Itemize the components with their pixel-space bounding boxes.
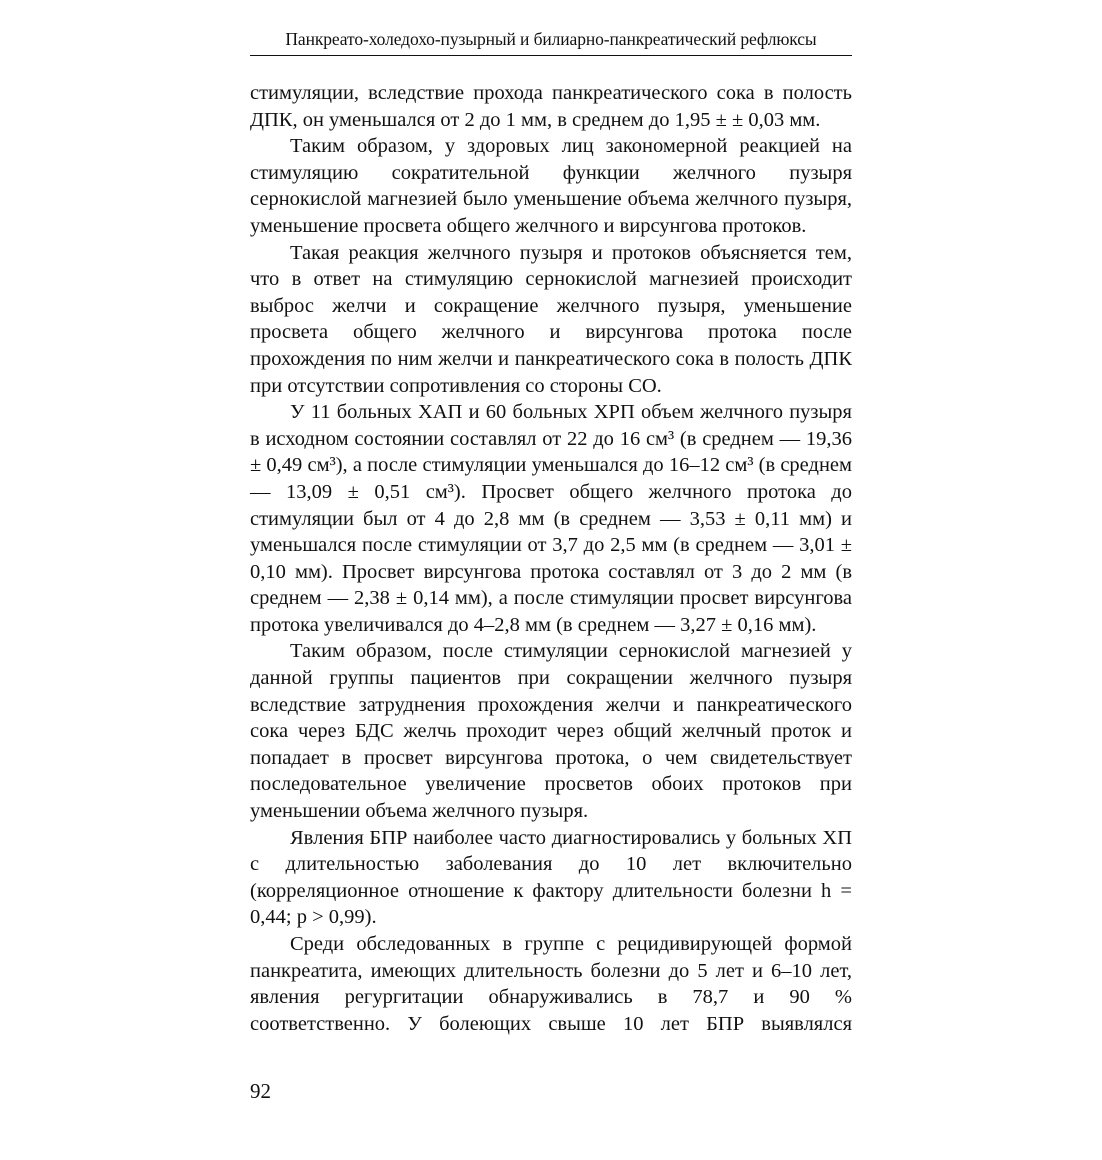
paragraph: У 11 больных ХАП и 60 больных ХРП объем желчного пузыря в исходном состоянии составлял от 22 до 16 см³ (в среднем — 19,36 ± 0,49 см³), а после стимуляции уменьшался до 16–12 см³ (в среднем — 13,09 ± 0,51 см³). Просвет общего желчного протока до стимуляции был от 4 до 2,8 мм (в среднем — 3,53 ± 0,11 мм) и уменьшался после стимуляции от 3,7 до 2,5 мм (в среднем — 3,01 ± 0,10 мм). Просвет вирсунгова протока составлял от 3 до 2 мм (в среднем — 2,38 ± 0,14 мм), а после стимуляции просвет вирсунгова протока увеличивался до 4–2,8 мм (в среднем — 3,27 ± 0,16 мм).	[250, 401, 852, 636]
paragraph: Явления БПР наиболее часто диагностировались у больных ХП с длительностью заболевания до 10 лет включительно (корреляционное отношение к фактору длительности болезни h = 0,44; p > 0,99).	[250, 826, 852, 929]
book-page	[250, 0, 852, 1160]
page-number: 92	[250, 1079, 271, 1103]
paragraph: Такая реакция желчного пузыря и протоков объясняется тем, что в ответ на стимуляцию сернокислой магнезией происходит выброс желчи и сокращение желчного пузыря, уменьшение просвета общего желчного и вирсунгова протока после прохождения по ним желчи и панкреатического сока в полость ДПК при отсутствии сопротивления со стороны СО.	[250, 241, 852, 397]
paragraph: Таким образом, у здоровых лиц закономерной реакцией на стимуляцию сократительной функции желчного пузыря сернокислой магнезией было уменьшение объема желчного пузыря, уменьшение просвета общего желчного и вирсунгова протоков.	[250, 135, 852, 237]
paragraph: Среди обследованных в группе с рецидивирующей формой панкреатита, имеющих длительность болезни до 5 лет и 6–10 лет, явления регургитации обнаруживались в 78,7 и 90 % соответственно. У болеющих свыше 10 лет БПР выявлялся	[250, 933, 852, 1035]
body-text	[250, 80, 852, 1037]
header-rule	[250, 55, 852, 56]
paragraph: Таким образом, после стимуляции сернокислой магнезией у данной группы пациентов при сокращении желчного пузыря вследствие затруднения прохождения желчи и панкреатического сока через БДС желчь проходит через общий желчный проток и попадает в просвет вирсунгова протока, о чем свидетельствует последовательное увеличение просветов обоих протоков при уменьшении объема желчного пузыря.	[250, 640, 852, 823]
paragraph: стимуляции, вследствие прохода панкреатического сока в полость ДПК, он уменьшался от 2 до 1 мм, в среднем до 1,95 ± ± 0,03 мм.	[250, 82, 852, 131]
running-head: Панкреато-холедохо-пузырный и билиарно-панкреатический рефлюксы	[285, 29, 817, 49]
